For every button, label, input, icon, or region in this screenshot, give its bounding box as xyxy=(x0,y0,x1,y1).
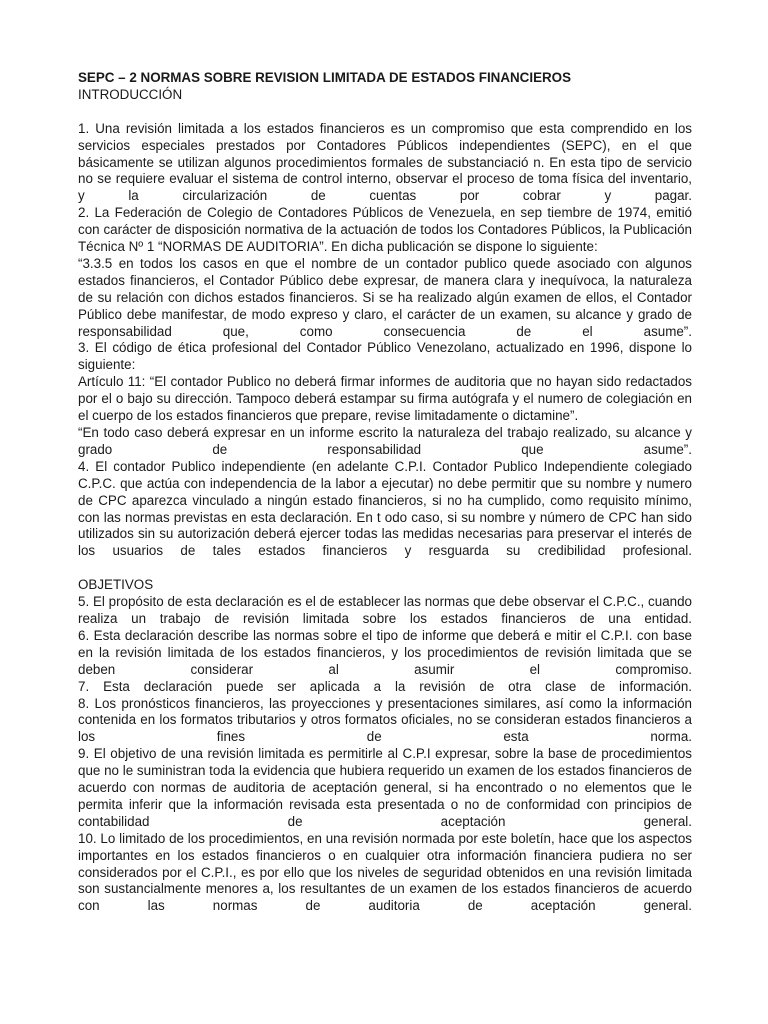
spacer xyxy=(78,560,692,577)
paragraph-8: 8. Los pronósticos financieros, las proyecciones y presentaciones similares, así como la información contenida en los formatos tributarios y otros formatos oficiales, no se consideran estados financieros a los fines de esta norma. xyxy=(78,695,692,745)
paragraph-4: 4. El contador Publico independiente (en adelante C.P.I. Contador Publico Independiente colegiado C.P.C. que actúa con independencia de la labor a ejecutar) no debe permitir que su nombre y numero de CPC aparezca vinculado a ningún estado financieros, si no ha cumplido, como requisito mínimo, con las normas previstas en esta declaración. En t odo caso, si su nombre y número de CPC han sido utilizados sin su autorización deberá ejercer todas las medidas necesarias para preservar el interés de los usuarios de tales estados financieros y resguarda su credibilidad profesional. xyxy=(78,458,692,559)
document-page xyxy=(78,70,692,915)
paragraph-2: 2. La Federación de Colegio de Contadores Públicos de Venezuela, en sep tiembre de 1974, emitió con carácter de disposición normativa de la actuación de todos los Contadores Públicos, la Publicación Técnica Nº 1 “NORMAS DE AUDITORIA”. En dicha publicación se dispone lo siguiente: xyxy=(78,205,692,255)
paragraph-quote-3-3-5: “3.3.5 en todos los casos en que el nombre de un contador publico quede asociado con algunos estados financieros, el Contador Público debe expresar, de manera clara y inequívoca, la naturaleza de su relación con dichos estados financieros. Si se ha realizado algún examen de ellos, el Contador Público debe manifestar, de modo expreso y claro, el carácter de un examen, su alcance y grado de responsabilidad que, como consecuencia de el asume”. xyxy=(78,255,692,339)
paragraph-3: 3. El código de ética profesional del Contador Público Venezolano, actualizado en 1996, dispone lo siguiente: xyxy=(78,340,692,373)
paragraph-9: 9. El objetivo de una revisión limitada es permitirle al C.P.I expresar, sobre la base de procedimientos que no le suministran toda la evidencia que hubiera requerido un examen de los estados financieros de acuerdo con normas de auditoria de aceptación general, si ha encontrado o no elementos que le permita inferir que la información revisada esta presentada o no de conformidad con principios de contabilidad de aceptación general. xyxy=(78,746,692,829)
objectives-heading: OBJETIVOS xyxy=(78,577,154,593)
paragraph-7: 7. Esta declaración puede ser aplicada a la revisión de otra clase de información. xyxy=(78,678,692,694)
document-title: SEPC – 2 NORMAS SOBRE REVISION LIMITADA DE ESTADOS FINANCIEROS xyxy=(78,70,572,85)
paragraph-10: 10. Lo limitado de los procedimientos, en una revisión normada por este boletín, hace que los aspectos importantes en los estados financieros o en cualquier otra información financiera pudiera no ser considerados por el C.P.I., es por ello que los niveles de seguridad obtenidos en una revisión limitada son sustancialmente menores a, los resultantes de un examen de los estados financieros de acuerdo con las normas de auditoria de aceptación general. xyxy=(78,830,692,914)
paragraph-1: 1. Una revisión limitada a los estados financieros es un compromiso que esta comprendido en los servicios especiales prestados por Contadores Públicos independientes (SEPC), en el que básicamente se utilizan algunos procedimientos formales de substanciació n. En esta tipo de servicio no se requiere evaluar el sistema de control interno, observar el proceso de toma física del inventario, y la circularización de cuentas por cobrar y pagar. xyxy=(78,120,692,204)
spacer xyxy=(78,104,692,121)
introduction-heading: INTRODUCCIÓN xyxy=(78,86,183,102)
paragraph-6: 6. Esta declaración describe las normas sobre el tipo de informe que deberá e mitir el C.P.I. con base en la revisión limitada de los estados financieros, y los procedimientos de revisión limitada que se deben considerar al asumir el compromiso. xyxy=(78,627,692,677)
paragraph-5: 5. El propósito de esta declaración es el de establecer las normas que debe observar el C.P.C., cuando realiza un trabajo de revisión limitada sobre los estados financieros de una entidad. xyxy=(78,594,692,626)
paragraph-quote-informe: “En todo caso deberá expresar en un informe escrito la naturaleza del trabajo realizado, su alcance y grado de responsabilidad que asume”. xyxy=(78,425,692,457)
paragraph-articulo-11: Artículo 11: “El contador Publico no deberá firmar informes de auditoria que no hayan sido redactados por el o bajo su dirección. Tampoco deberá estampar su firma autógrafa y el numero de colegiación en el cuerpo de los estados financieros que prepare, revise limitadamente o dictamine”. xyxy=(78,374,692,424)
